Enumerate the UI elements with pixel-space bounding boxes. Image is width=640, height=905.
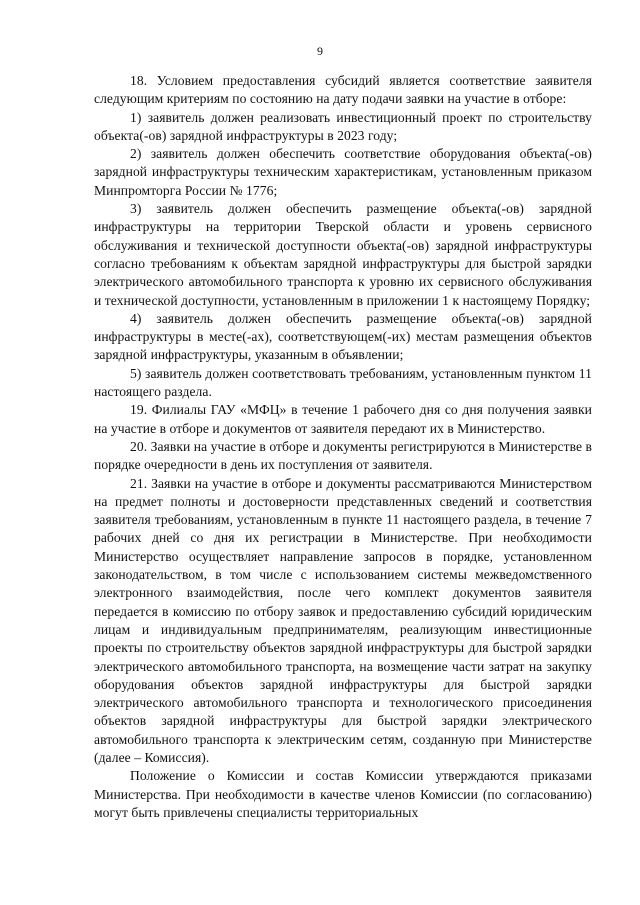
paragraph-18: 18. Условием предоставления субсидий является соответствие заявителя следующим критериям по состоянию на дату подачи заявки на участие в отборе: bbox=[94, 73, 592, 107]
document-body bbox=[94, 72, 592, 822]
paragraph-20: 20. Заявки на участие в отборе и документы регистрируются в Министерстве в порядке очередности в день их поступления от заявителя. bbox=[94, 438, 592, 473]
list-item-3: 3) заявитель должен обеспечить размещение объекта(-ов) зарядной инфраструктуры на территории Тверской области и уровень сервисного обслуживания и технической доступности объекта(-ов) зарядной инфраструктуры согласно требованиям к объектам зарядной инфраструктуры для быстрой зарядки электрического автомобильного транспорта к уровню их сервисного обслуживания и технической доступности, установленным в приложении 1 к настоящему Порядку; bbox=[94, 201, 592, 308]
list-item-4: 4) заявитель должен обеспечить размещение объекта(-ов) зарядной инфраструктуры в месте(-ах), соответствующем(-их) местам размещения объектов зарядной инфраструктуры, указанным в объявлении; bbox=[94, 310, 592, 363]
page-number: 9 bbox=[317, 44, 323, 58]
list-item-5: 5) заявитель должен соответствовать требованиям, установленным пунктом 11 настоящего раздела. bbox=[94, 365, 592, 400]
paragraph-commission: Положение о Комиссии и состав Комиссии утверждаются приказами Министерства. При необходимости в качестве членов Комиссии (по согласованию) могут быть привлечены специалисты территориальных bbox=[94, 768, 592, 820]
paragraph-21: 21. Заявки на участие в отборе и документы рассматриваются Министерством на предмет полноты и достоверности представленных сведений и соответствия заявителя требованиям, установленным в пункте 11 настоящего раздела, в течение 7 рабочих дней со дня их регистрации в Министерстве. При необходимости Министерство осуществляет направление запросов в порядке, установленном законодательством, в том числе с использованием системы межведомственного электронного взаимодействия, после чего комплект документов заявителя передается в комиссию по отбору заявок и предоставлению субсидий юридическим лицам и индивидуальным предпринимателям, реализующим инвестиционные проекты по строительству объектов зарядной инфраструктуры для быстрой зарядки электрического автомобильного транспорта, на возмещение части затрат на закупку оборудования объектов зарядной инфраструктуры для быстрой зарядки электрического автомобильного транспорта и технологического присоединения объектов зарядной инфраструктуры для быстрой зарядки электрического автомобильного транспорта к электрическим сетям, созданную при Министерстве (далее – Комиссия). bbox=[94, 475, 592, 765]
paragraph-19: 19. Филиалы ГАУ «МФЦ» в течение 1 рабочего дня со дня получения заявки на участие в отборе и документов от заявителя передают их в Министерство. bbox=[94, 402, 592, 436]
list-item-1: 1) заявитель должен реализовать инвестиционный проект по строительству объекта(-ов) зарядной инфраструктуры в 2023 году; bbox=[94, 109, 592, 143]
list-item-2: 2) заявитель должен обеспечить соответствие оборудования объекта(-ов) зарядной инфраструктуры техническим характеристикам, установленным приказом Минпромторга России № 1776; bbox=[94, 146, 592, 198]
